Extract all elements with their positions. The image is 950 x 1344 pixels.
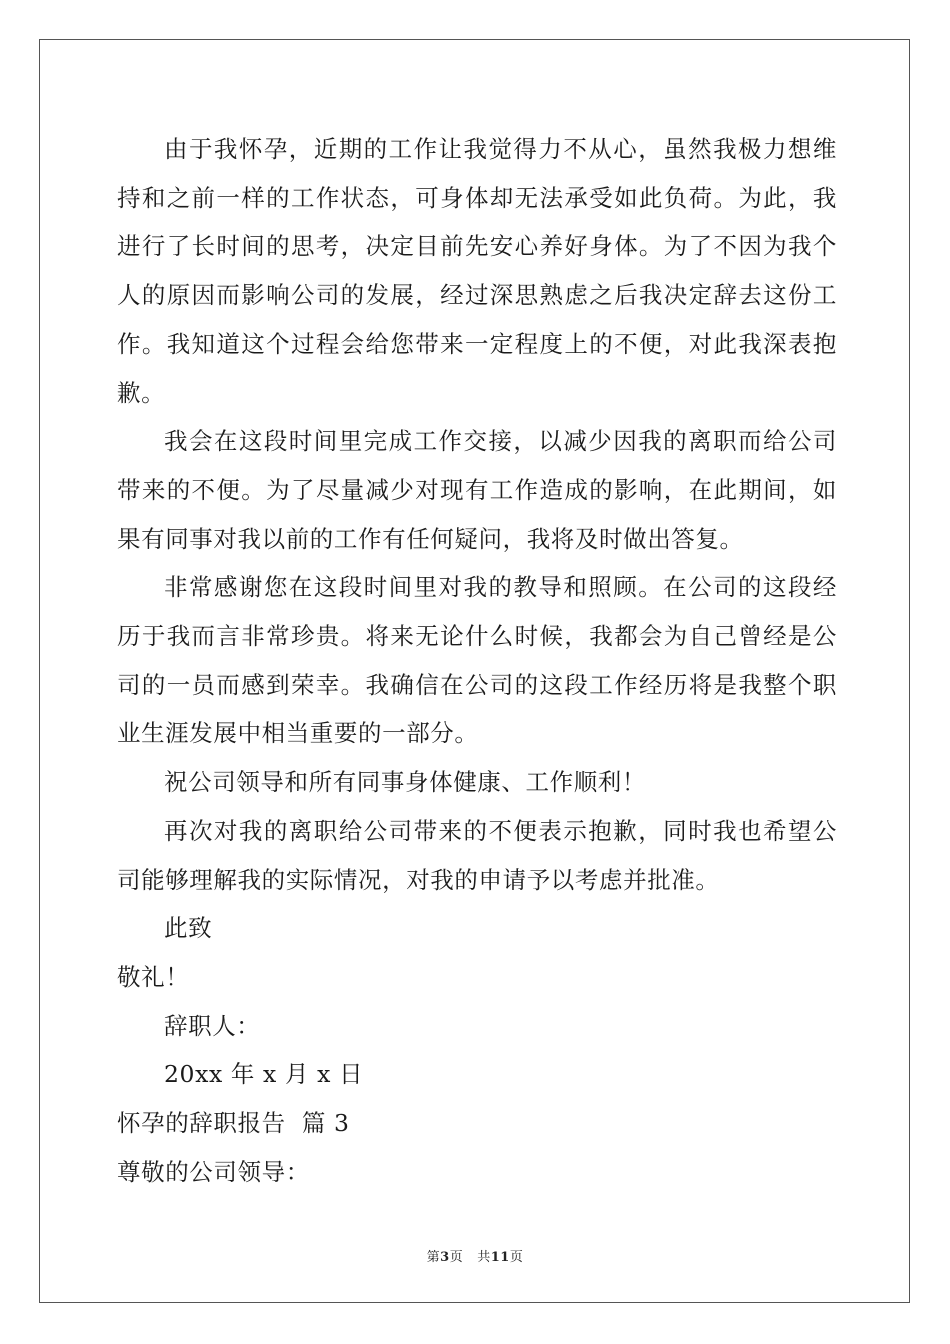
paragraph-5: 再次对我的离职给公司带来的不便表示抱歉，同时我也希望公司能够理解我的实际情况，对我的申请予以考虑并批准。 — [117, 816, 837, 894]
closing-line: 此致 — [164, 914, 213, 943]
page-prefix: 第 — [426, 1250, 441, 1265]
date-line: 20xx 年 x 月 x 日 — [164, 1060, 364, 1089]
section-title: 怀孕的辞职报告 篇 3 — [117, 1109, 350, 1138]
paragraph-1: 由于我怀孕，近期的工作让我觉得力不从心，虽然我极力想维持和之前一样的工作状态，可身体却无法承受如此负荷。为此，我进行了长时间的思考，决定目前先安心养好身体。为了不因为我个人的原因而影响公司的发展，经过深思熟虑之后我决定辞去这份工作。我知道这个过程会给您带来一定程度上的不便，对此我深表抱歉。 — [117, 135, 837, 407]
total-pages: 11 — [490, 1250, 510, 1265]
page-suffix: 页 — [449, 1250, 464, 1265]
salute-line: 敬礼！ — [117, 962, 190, 991]
signer-label: 辞职人： — [164, 1011, 261, 1040]
document-body — [117, 125, 837, 1196]
total-suffix: 页 — [509, 1250, 524, 1265]
page-footer — [0, 1246, 950, 1265]
page-number: 3 — [440, 1250, 450, 1265]
greeting-line: 尊敬的公司领导： — [117, 1157, 310, 1186]
total-prefix: 共 — [477, 1250, 491, 1265]
paragraph-3: 非常感谢您在这段时间里对我的教导和照顾。在公司的这段经历于我而言非常珍贵。将来无论什么时候，我都会为自己曾经是公司的一员而感到荣幸。我确信在公司的这段工作经历将是我整个职业生涯发展中相当重要的一部分。 — [117, 573, 837, 748]
paragraph-2: 我会在这段时间里完成工作交接，以减少因我的离职而给公司带来的不便。为了尽量减少对现有工作造成的影响，在此期间，如果有同事对我以前的工作有任何疑问，我将及时做出答复。 — [117, 427, 837, 553]
paragraph-4: 祝公司领导和所有同事身体健康、工作顺利！ — [164, 768, 646, 797]
